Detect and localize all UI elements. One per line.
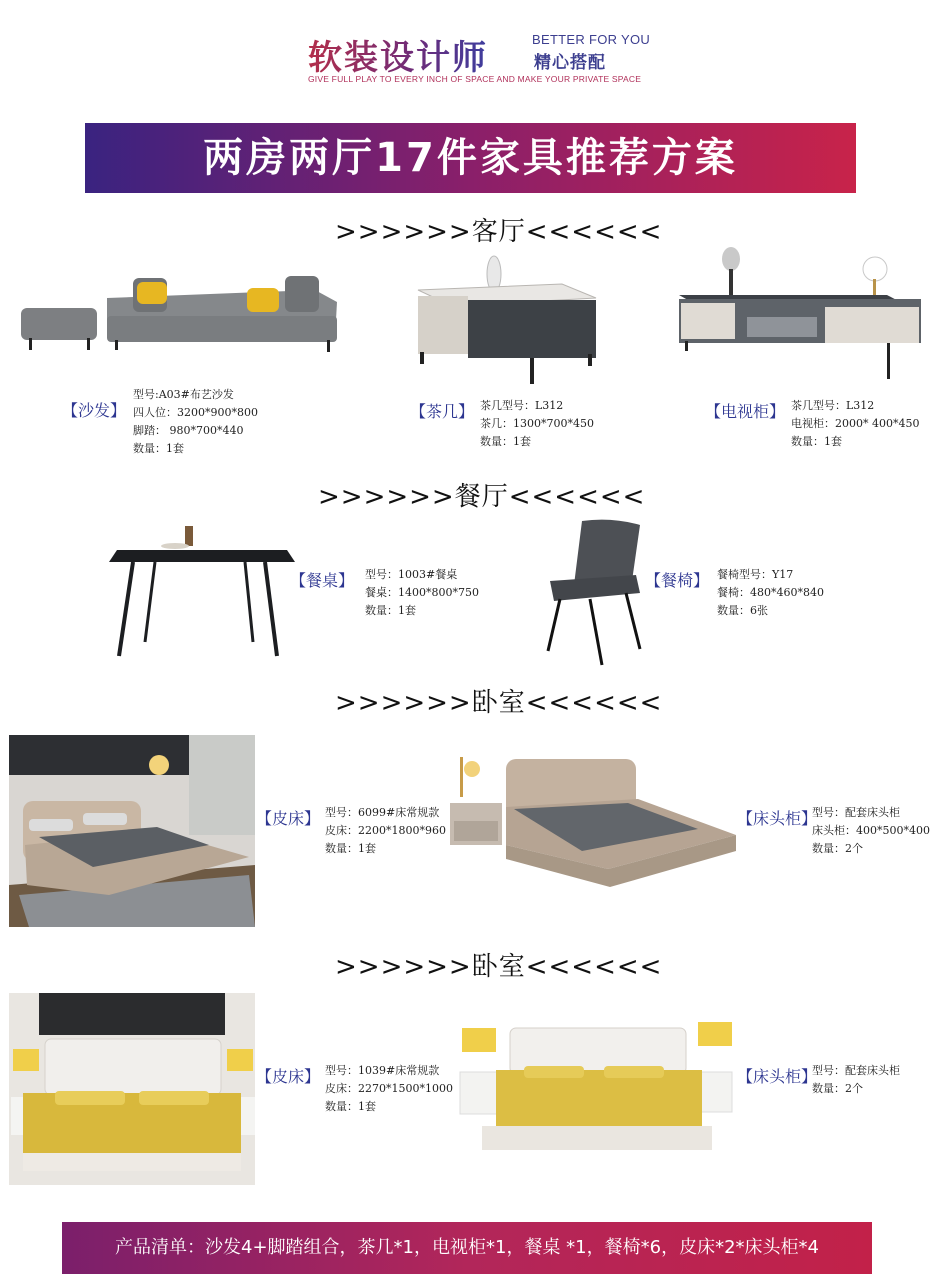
product-label-bed-1: 【皮床】 xyxy=(256,809,321,828)
product-list-text: 产品清单：沙发4+脚踏组合，茶几*1，电视柜*1，餐桌 *1，餐椅*6，皮床*2*床头柜*4 xyxy=(115,1237,819,1258)
section-title-living: >>>>>>客厅<<<<<< xyxy=(335,217,663,247)
spec-line: 数量：1套 xyxy=(791,435,842,448)
spec-line: 四人位：3200*900*800 xyxy=(133,406,258,419)
spec-line: 皮床：2200*1800*960 xyxy=(325,824,446,837)
product-label-nightstand-1: 【床头柜】 xyxy=(737,809,818,828)
spec-line: 脚踏： 980*700*440 xyxy=(133,424,244,437)
dining-chair-image xyxy=(540,515,650,667)
section-title-bedroom-2: >>>>>>卧室<<<<<< xyxy=(335,952,663,982)
product-label-dining-chair: 【餐椅】 xyxy=(645,571,710,590)
spec-coffee-table xyxy=(480,397,594,451)
product-label-tv-cabinet: 【电视柜】 xyxy=(705,402,786,421)
sofa-image xyxy=(15,268,345,373)
spec-tv-cabinet xyxy=(791,397,919,451)
section-title-bedroom-1: >>>>>>卧室<<<<<< xyxy=(335,688,663,718)
brand-tagline: GIVE FULL PLAY TO EVERY INCH OF SPACE AND MAKE YOUR PRIVATE SPACE xyxy=(308,74,642,84)
spec-line: 餐桌：1400*800*750 xyxy=(365,586,479,599)
product-label-dining-table: 【餐桌】 xyxy=(290,571,355,590)
spec-bed-2 xyxy=(325,1062,453,1116)
dining-table-image xyxy=(105,522,300,662)
spec-line: 茶几：1300*700*450 xyxy=(480,417,594,430)
spec-nightstand-2 xyxy=(812,1062,900,1098)
spec-line: 皮床：2270*1500*1000 xyxy=(325,1082,453,1095)
spec-line: 型号：6099#床常规款 xyxy=(325,806,440,819)
product-label-nightstand-2: 【床头柜】 xyxy=(737,1067,818,1086)
spec-line: 床头柜：400*500*400 xyxy=(812,824,930,837)
spec-line: 型号:A03#布艺沙发 xyxy=(133,388,234,401)
page-title: 两房两厅17件家具推荐方案 xyxy=(203,135,738,181)
bed-2-nightstand-image xyxy=(458,1022,733,1152)
spec-line: 餐椅型号：Y17 xyxy=(717,568,794,581)
spec-line: 茶几型号：L312 xyxy=(480,399,564,412)
spec-line: 数量：2个 xyxy=(812,1082,863,1095)
spec-line: 数量：1套 xyxy=(480,435,531,448)
section-title-dining: >>>>>>餐厅<<<<<< xyxy=(318,482,646,512)
spec-line: 型号：配套床头柜 xyxy=(812,806,900,819)
spec-line: 餐椅：480*460*840 xyxy=(717,586,824,599)
product-label-bed-2: 【皮床】 xyxy=(256,1067,321,1086)
product-label-sofa: 【沙发】 xyxy=(62,401,127,420)
bed-2-photo xyxy=(9,993,255,1185)
spec-line: 电视柜：2000* 400*450 xyxy=(791,417,920,430)
brand-slogan-en: BETTER FOR YOU xyxy=(532,32,651,47)
coffee-table-image xyxy=(412,252,602,390)
spec-nightstand-1 xyxy=(812,804,930,858)
spec-line: 数量：1套 xyxy=(325,1100,376,1113)
spec-line: 型号：1003#餐桌 xyxy=(365,568,458,581)
spec-line: 型号：配套床头柜 xyxy=(812,1064,900,1077)
spec-line: 数量：2个 xyxy=(812,842,863,855)
spec-bed-1 xyxy=(325,804,446,858)
brand-name-cn: 软装设计师 xyxy=(308,30,488,79)
spec-line: 数量：1套 xyxy=(133,442,184,455)
spec-line: 数量：1套 xyxy=(365,604,416,617)
spec-dining-table xyxy=(365,566,479,620)
spec-line: 茶几型号：L312 xyxy=(791,399,875,412)
bed-1-nightstand-image xyxy=(448,755,738,890)
spec-sofa xyxy=(133,386,258,458)
tv-cabinet-image xyxy=(675,243,925,385)
brand-slogan-cn: 精心搭配 xyxy=(534,53,606,73)
spec-line: 数量：1套 xyxy=(325,842,376,855)
spec-dining-chair xyxy=(717,566,824,620)
spec-line: 数量：6张 xyxy=(717,604,768,617)
spec-line: 型号：1039#床常规款 xyxy=(325,1064,440,1077)
product-label-coffee-table: 【茶几】 xyxy=(410,402,475,421)
bed-1-photo xyxy=(9,735,255,927)
